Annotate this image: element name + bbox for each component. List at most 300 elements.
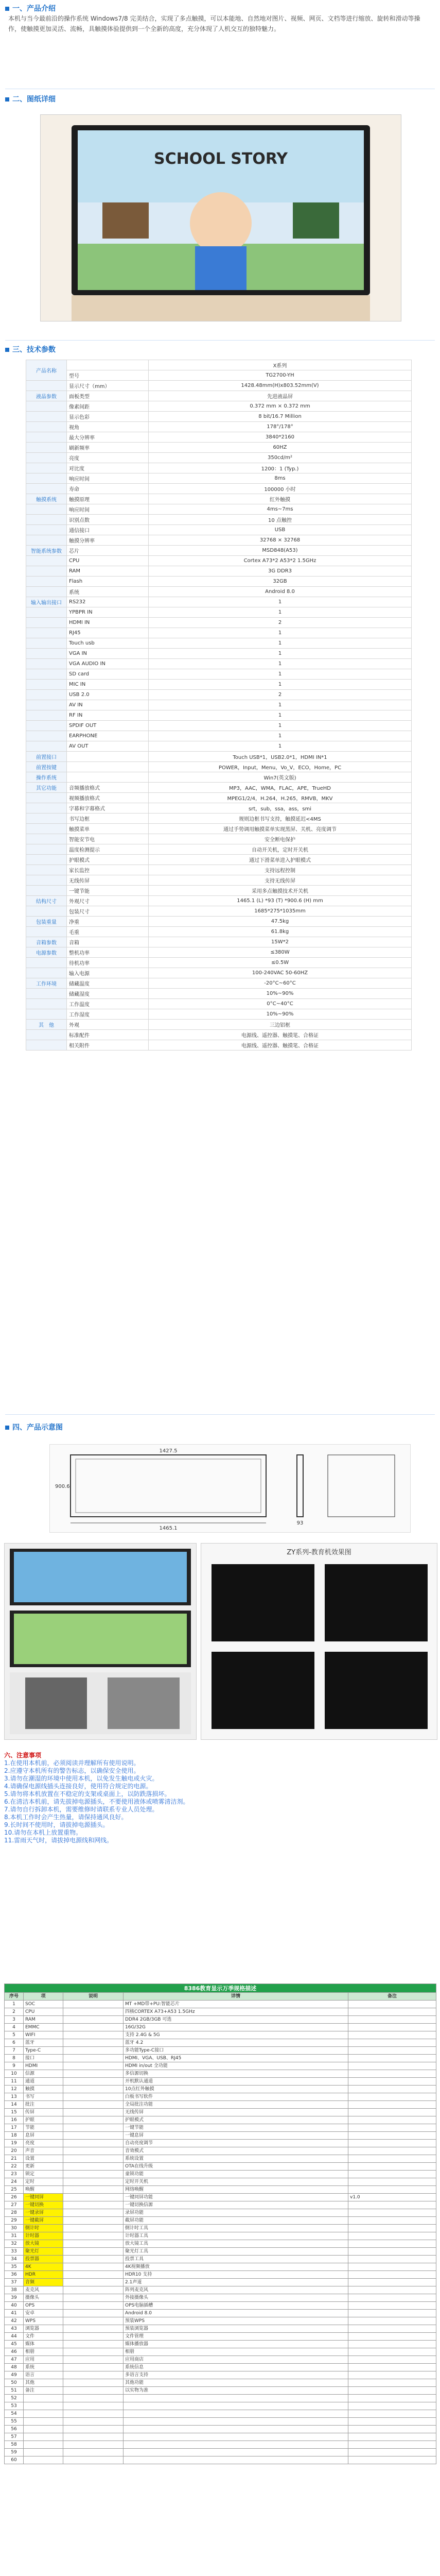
config-group [63, 2124, 124, 2132]
spec-key: 识别点数 [67, 515, 149, 525]
spec-row [26, 391, 412, 401]
spec-group: 工作环境 [26, 978, 67, 989]
config-num: 59 [5, 2449, 24, 2456]
config-num: 47 [5, 2356, 24, 2364]
spec-key: 字幕和字幕格式 [67, 803, 149, 814]
config-col-header: 项 [24, 1993, 63, 2001]
spec-value: 10%~90% [149, 989, 412, 999]
spec-group [26, 607, 67, 618]
spec-key: Flash [67, 577, 149, 587]
config-item: 蓝牙 [24, 2039, 63, 2047]
config-item: 更新 [24, 2163, 63, 2171]
config-detail [124, 2395, 348, 2402]
spec-group [26, 690, 67, 700]
config-group [63, 2371, 124, 2379]
config-group [63, 2062, 124, 2070]
spec-row [26, 958, 412, 968]
spec-row [26, 628, 412, 638]
config-group [63, 2402, 124, 2410]
config-row [5, 2341, 436, 2348]
config-detail [124, 2418, 348, 2426]
config-num: 60 [5, 2456, 24, 2464]
spec-value: 1 [149, 669, 412, 680]
config-group [63, 2433, 124, 2441]
config-num: 35 [5, 2263, 24, 2271]
showcase-panel [201, 1543, 437, 1740]
spec-key: 外观 [67, 1020, 149, 1030]
spec-key: 一键节能 [67, 886, 149, 896]
config-row [5, 2024, 436, 2031]
config-group [63, 2310, 124, 2317]
spec-key [67, 772, 149, 783]
spec-key: 触摸原理 [67, 494, 149, 504]
config-item: 传屏 [24, 2109, 63, 2116]
config-detail: 白板书写软件 [124, 2093, 348, 2101]
config-remark [348, 2171, 436, 2178]
spec-value: 采用多点触摸技术开关机 [149, 886, 412, 896]
spec-row [26, 566, 412, 577]
config-row [5, 2426, 436, 2433]
spec-key: 视频播放格式 [67, 793, 149, 803]
config-remark [348, 2456, 436, 2464]
section-marker-icon [5, 1426, 9, 1430]
config-group [63, 2418, 124, 2426]
config-group [63, 2410, 124, 2418]
spec-row [26, 649, 412, 659]
spec-group [26, 453, 67, 463]
spec-value: 1 [149, 649, 412, 659]
spec-group [26, 535, 67, 546]
config-remark [348, 2263, 436, 2271]
spec-key: 智能安节电 [67, 834, 149, 844]
spec-group [26, 628, 67, 638]
dim-width-inner: 1427.5 [159, 1448, 178, 1454]
config-row [5, 2124, 436, 2132]
config-remark [348, 2402, 436, 2410]
config-group [63, 2039, 124, 2047]
config-remark [348, 2248, 436, 2256]
config-remark [348, 2140, 436, 2147]
config-num: 40 [5, 2302, 24, 2310]
spec-value: 47.5kg [149, 917, 412, 927]
config-detail: 一键息屏 [124, 2132, 348, 2140]
spec-key: 音箱 [67, 937, 149, 947]
config-title-row [5, 1984, 436, 1993]
config-item: 摄像头 [24, 2294, 63, 2302]
spec-key: RF IN [67, 710, 149, 721]
config-detail: 预装WPS [124, 2317, 348, 2325]
spec-row [26, 432, 412, 443]
spec-group [26, 577, 67, 587]
config-row [5, 2418, 436, 2426]
config-item: 文件 [24, 2333, 63, 2341]
spec-group [26, 886, 67, 896]
spec-header-model-label: 型号 [67, 370, 149, 381]
spec-row [26, 1040, 412, 1050]
spec-row [26, 669, 412, 680]
config-num: 14 [5, 2101, 24, 2109]
spec-row [26, 1020, 412, 1030]
spec-row [26, 443, 412, 453]
spec-row [26, 659, 412, 669]
config-group [63, 2263, 124, 2271]
spec-value: 32GB [149, 577, 412, 587]
spec-group [26, 412, 67, 422]
config-group [63, 2317, 124, 2325]
spec-group [26, 968, 67, 978]
config-group [63, 2217, 124, 2225]
config-detail: 预装浏览器 [124, 2325, 348, 2333]
config-item: 接口 [24, 2055, 63, 2062]
config-detail: 音效模式 [124, 2147, 348, 2155]
spec-row [26, 607, 412, 618]
spec-row [26, 1030, 412, 1040]
section-spec-title [5, 344, 56, 354]
spec-value: 1428.48mm(H)x803.52mm(V) [149, 381, 412, 391]
config-num: 31 [5, 2232, 24, 2240]
config-num: 3 [5, 2016, 24, 2024]
spec-group: 包装重量 [26, 917, 67, 927]
config-remark [348, 2093, 436, 2101]
config-detail: 多信源切换 [124, 2070, 348, 2078]
config-item: 相册 [24, 2348, 63, 2356]
spec-row [26, 381, 412, 391]
config-row [5, 2248, 436, 2256]
config-item [24, 2402, 63, 2410]
spec-row [26, 401, 412, 412]
config-item: EMMC [24, 2024, 63, 2031]
spec-group [26, 618, 67, 628]
spec-value: ≤0.5W [149, 958, 412, 968]
spec-group: 触摸系统 [26, 494, 67, 504]
config-group [63, 2232, 124, 2240]
config-group [63, 2302, 124, 2310]
config-row [5, 2256, 436, 2263]
config-item: 放大镜 [24, 2240, 63, 2248]
config-num: 17 [5, 2124, 24, 2132]
spec-value: 1465.1 (L) *93 (T) *900.6 (H) mm [149, 896, 412, 906]
spec-group [26, 587, 67, 597]
spec-group [26, 793, 67, 803]
spec-value: 红外触摸 [149, 494, 412, 504]
config-detail: HDR10 支持 [124, 2271, 348, 2279]
divider [5, 1414, 435, 1415]
config-group [63, 2116, 124, 2124]
spec-row [26, 886, 412, 896]
config-detail: HDMI in/out 全功能 [124, 2062, 348, 2070]
config-row [5, 2371, 436, 2379]
config-item: 一键同屏 [24, 2194, 63, 2201]
spec-key: SD card [67, 669, 149, 680]
config-remark [348, 2418, 436, 2426]
config-row [5, 2364, 436, 2371]
spec-row [26, 556, 412, 566]
config-item: 安卓 [24, 2310, 63, 2317]
config-remark [348, 2132, 436, 2140]
config-item: 书写 [24, 2093, 63, 2101]
spec-group [26, 649, 67, 659]
config-row [5, 2178, 436, 2186]
spec-value: srt，sub，ssa，ass，smi [149, 803, 412, 814]
spec-value: 1 [149, 700, 412, 710]
spec-group: 前置接口 [26, 752, 67, 762]
config-num: 39 [5, 2294, 24, 2302]
spec-row [26, 978, 412, 989]
note-item: 7.请勿自行拆卸本机，需要维修时请联系专业人员处理。 [4, 1806, 159, 1813]
config-row [5, 2441, 436, 2449]
config-remark [348, 2016, 436, 2024]
config-num: 42 [5, 2317, 24, 2325]
config-group [63, 2140, 124, 2147]
spec-group: 输入输出接口 [26, 597, 67, 607]
config-row [5, 2171, 436, 2178]
spec-value: 规则边框书写支持，触摸延迟<4MS [149, 814, 412, 824]
config-group [63, 2271, 124, 2279]
config-group [63, 2426, 124, 2433]
banner-text: SCHOOL STORY [153, 150, 288, 168]
spec-group [26, 958, 67, 968]
config-num: 58 [5, 2441, 24, 2449]
spec-value: 8 bit/16.7 Million [149, 412, 412, 422]
spec-key: 通信接口 [67, 525, 149, 535]
config-remark [348, 2379, 436, 2387]
spec-header-model: TG2700-YH [149, 370, 412, 381]
config-item: 其他 [24, 2379, 63, 2387]
spec-key: 输入电源 [67, 968, 149, 978]
section-marker-icon [5, 348, 9, 352]
config-num: 54 [5, 2410, 24, 2418]
dim-width: 1465.1 [159, 1526, 178, 1531]
config-remark [348, 2031, 436, 2039]
config-detail: 10点红外触摸 [124, 2086, 348, 2093]
config-num: 9 [5, 2062, 24, 2070]
config-item: HDR [24, 2271, 63, 2279]
config-num: 15 [5, 2109, 24, 2116]
spec-group [26, 473, 67, 484]
spec-key: VGA IN [67, 649, 149, 659]
config-detail: 蓝牙 4.2 [124, 2039, 348, 2047]
spec-row [26, 803, 412, 814]
config-num: 56 [5, 2426, 24, 2433]
section-title-text: 二、图纸详细 [12, 95, 56, 104]
spec-key: RJ45 [67, 628, 149, 638]
config-detail: 放大镜工具 [124, 2240, 348, 2248]
spec-row [26, 721, 412, 731]
spec-key: 刷新频率 [67, 443, 149, 453]
spec-key: 视角 [67, 422, 149, 432]
spec-group [26, 999, 67, 1009]
config-remark [348, 2078, 436, 2086]
config-row [5, 2163, 436, 2171]
config-item: 一键录屏 [24, 2209, 63, 2217]
spec-value: 61.8kg [149, 927, 412, 937]
config-num: 18 [5, 2132, 24, 2140]
section-title-text: 四、产品示意图 [12, 1423, 63, 1432]
spec-value: 0°C~40°C [149, 999, 412, 1009]
config-group [63, 2387, 124, 2395]
spec-group: 结构尺寸 [26, 896, 67, 906]
config-detail: 支持 2.4G & 5G [124, 2031, 348, 2039]
spec-row [26, 937, 412, 947]
config-remark [348, 2279, 436, 2286]
config-num: 49 [5, 2371, 24, 2379]
config-num: 13 [5, 2093, 24, 2101]
config-group [63, 2078, 124, 2086]
spec-row [26, 855, 412, 865]
config-detail: 四核CORTEX A73+A53 1.5GHz [124, 2008, 348, 2016]
spec-row [26, 597, 412, 607]
spec-key: 温度检测提示 [67, 844, 149, 855]
config-num: 6 [5, 2039, 24, 2047]
spec-key [67, 762, 149, 772]
spec-value: 1200：1 (Typ.) [149, 463, 412, 473]
config-remark [348, 2240, 436, 2248]
config-num: 38 [5, 2286, 24, 2294]
config-group [63, 2449, 124, 2456]
config-col-header: 备注 [348, 1993, 436, 2001]
config-detail: MT +MD带+PU:智能芯片 [124, 2001, 348, 2008]
config-detail: 自动亮度调节 [124, 2140, 348, 2147]
spec-group: 操作系统 [26, 772, 67, 783]
section-product-intro-title [5, 3, 56, 13]
config-row [5, 2395, 436, 2402]
spec-key: 响应时间 [67, 473, 149, 484]
spec-value: 支持无线传屏 [149, 875, 412, 886]
config-num: 27 [5, 2201, 24, 2209]
spec-value: Win7(英文版) [149, 772, 412, 783]
config-item: 麦克风 [24, 2286, 63, 2294]
config-group [63, 2194, 124, 2201]
spec-key: 储藏温度 [67, 978, 149, 989]
spec-header-name: 产品名称 [26, 360, 67, 381]
config-item: 唤醒 [24, 2186, 63, 2194]
config-group [63, 2093, 124, 2101]
config-detail: 2.1声道 [124, 2279, 348, 2286]
config-detail: 多功能Type-C接口 [124, 2047, 348, 2055]
config-remark [348, 2348, 436, 2356]
spec-value: MP3，AAC，WMA，FLAC，APE，TrueHD [149, 783, 412, 793]
spec-group [26, 1030, 67, 1040]
config-item: 一键截屏 [24, 2217, 63, 2225]
config-detail: OTA在线升级 [124, 2163, 348, 2171]
config-item: 投票器 [24, 2256, 63, 2263]
config-item: 媒体 [24, 2341, 63, 2348]
config-detail: 阵列麦克风 [124, 2286, 348, 2294]
spec-value: 1 [149, 659, 412, 669]
config-remark [348, 2008, 436, 2016]
spec-header-series-label [67, 360, 149, 370]
config-remark [348, 2395, 436, 2402]
config-detail: 童锁功能 [124, 2171, 348, 2178]
config-row [5, 2047, 436, 2055]
spec-row [26, 906, 412, 917]
spec-value: 100000 小时 [149, 484, 412, 494]
spec-key: 系统 [67, 587, 149, 597]
spec-value: 60HZ [149, 443, 412, 453]
config-num: 8 [5, 2055, 24, 2062]
config-row [5, 2147, 436, 2155]
spec-key: 音频播放格式 [67, 783, 149, 793]
config-detail: OPS电脑插槽 [124, 2302, 348, 2310]
config-remark [348, 2317, 436, 2325]
config-num: 1 [5, 2001, 24, 2008]
spec-key: 净重 [67, 917, 149, 927]
config-detail: 全局批注功能 [124, 2101, 348, 2109]
config-row [5, 2379, 436, 2387]
spec-row [26, 999, 412, 1009]
config-item: 信源 [24, 2070, 63, 2078]
config-item: WPS [24, 2317, 63, 2325]
spec-row [26, 525, 412, 535]
spec-group: 智能系统参数 [26, 546, 67, 556]
spec-value: 32768 × 32768 [149, 535, 412, 546]
spec-row [26, 412, 412, 422]
config-row [5, 2333, 436, 2341]
config-detail: 截屏功能 [124, 2217, 348, 2225]
config-detail: 文件管理 [124, 2333, 348, 2341]
config-item: OPS [24, 2302, 63, 2310]
config-remark [348, 2333, 436, 2341]
config-detail: 一键同屏功能 [124, 2194, 348, 2201]
spec-value: MSD848(A53) [149, 546, 412, 556]
config-row [5, 2433, 436, 2441]
config-item: 倒计时 [24, 2225, 63, 2232]
config-num: 36 [5, 2271, 24, 2279]
config-detail: 无线传屏 [124, 2109, 348, 2116]
config-num: 20 [5, 2147, 24, 2155]
config-group [63, 2016, 124, 2024]
config-item: 定时 [24, 2178, 63, 2186]
spec-row [26, 535, 412, 546]
config-item: 计时器 [24, 2232, 63, 2240]
config-num: 57 [5, 2433, 24, 2441]
spec-row [26, 690, 412, 700]
spec-value: Cortex A73*2 A53*2 1.5GHz [149, 556, 412, 566]
config-remark [348, 2271, 436, 2279]
config-item: 节能 [24, 2124, 63, 2132]
spec-key: RAM [67, 566, 149, 577]
spec-value: 自动开关机，定时开关机 [149, 844, 412, 855]
spec-group [26, 504, 67, 515]
spec-group [26, 731, 67, 741]
config-item: 护眼 [24, 2116, 63, 2124]
spec-group [26, 432, 67, 443]
config-header-row [5, 1993, 436, 2001]
config-remark [348, 2209, 436, 2217]
config-item: 语言 [24, 2371, 63, 2379]
spec-group: 电源参数 [26, 947, 67, 958]
spec-group [26, 515, 67, 525]
spec-value: ≤380W [149, 947, 412, 958]
spec-row [26, 844, 412, 855]
config-detail: 多语言支持 [124, 2371, 348, 2379]
spec-row [26, 896, 412, 906]
spec-value: 1 [149, 628, 412, 638]
spec-value: Android 8.0 [149, 587, 412, 597]
spec-group [26, 855, 67, 865]
spec-key: 芯片 [67, 546, 149, 556]
config-group [63, 2101, 124, 2109]
config-item: CPU [24, 2008, 63, 2016]
config-group [63, 2055, 124, 2062]
config-remark [348, 2256, 436, 2263]
note-item: 8.本机工作时会产生热量，请保持通风良好。 [4, 1814, 128, 1821]
config-num: 33 [5, 2248, 24, 2256]
config-row [5, 2201, 436, 2209]
spec-key: 工作温度 [67, 999, 149, 1009]
spec-value: 1 [149, 680, 412, 690]
config-remark [348, 2062, 436, 2070]
